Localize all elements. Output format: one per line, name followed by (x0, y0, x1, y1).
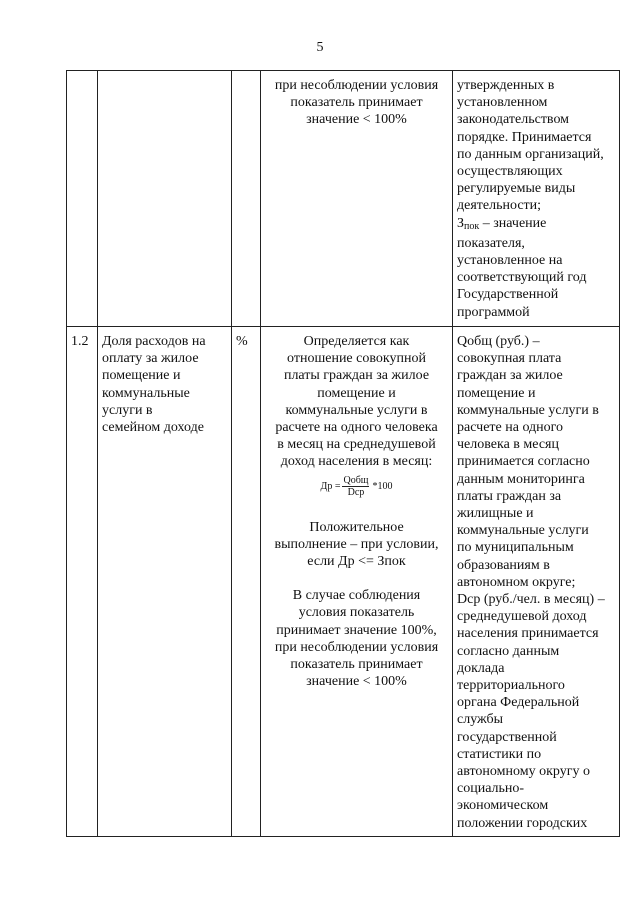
source-text-line: согласно данным (457, 643, 560, 659)
source-text-line: социально- (457, 781, 525, 797)
source-text-line: расчете на одного (457, 420, 564, 436)
source-text-line: деятельности; (457, 198, 542, 214)
method-text-line: помещение и (317, 385, 396, 401)
source-text-line: автономном округе; (457, 574, 576, 590)
source-text-line: установленное на (457, 253, 563, 269)
method-text-line: отношение совокупной (287, 351, 426, 367)
source-text-line: службы (457, 712, 504, 728)
unit-cell: % (232, 327, 261, 837)
zpok-subscript: пок (464, 220, 480, 232)
source-text-line: доклада (457, 660, 505, 676)
method-text-line: принимает значение 100%, (276, 622, 437, 638)
source-text-line: соответствующий год (457, 270, 587, 286)
source-text-line: коммунальные услуги в (457, 402, 599, 418)
method-text-line: условия показатель (298, 605, 415, 621)
name-text-line: оплату за жилое (102, 351, 199, 367)
formula-rhs: *100 (372, 480, 393, 492)
source-text-line: автономному округу о (457, 764, 590, 780)
method-text-line: показатель принимает (290, 657, 423, 673)
unit-cell (232, 71, 261, 327)
name-text-line: услуги в (102, 402, 153, 418)
method-text-line: Определяется как (303, 334, 410, 349)
source-text-line: образованиям в (457, 557, 550, 573)
source-text-line: Qобщ (руб.) – (457, 334, 540, 349)
method-text-line: показатель принимает (290, 95, 423, 111)
method-cell (261, 327, 453, 837)
method-cell (261, 71, 453, 327)
source-text-line: статистики по (457, 746, 542, 762)
name-text-line: семейном доходе (102, 420, 204, 436)
indicator-name-cell (98, 327, 232, 837)
method-text-line: Положительное (309, 519, 404, 535)
source-text-line: коммунальные услуги (457, 523, 589, 539)
formula-fraction (342, 475, 369, 498)
table-row (67, 71, 620, 327)
method-text-line: платы граждан за жилое (283, 368, 430, 384)
name-text-line: Доля расходов на (102, 334, 206, 349)
source-text-line: данным мониторинга (457, 471, 585, 487)
source-text-line: государственной (457, 729, 557, 745)
source-text-line: граждан за жилое (457, 368, 563, 384)
source-text-line: Государственной (457, 287, 559, 303)
source-text-line: установленном (457, 95, 548, 111)
source-text-line: помещение и (457, 385, 536, 401)
zpok-definition (457, 215, 615, 235)
source-text-line: законодательством (457, 112, 570, 128)
source-text-line: регулируемые виды (457, 181, 576, 197)
page-number: 5 (316, 40, 324, 55)
method-text-line: В случае соблюдения (292, 588, 421, 604)
source-text-line: по данным организаций, (457, 146, 604, 162)
source-text-line: человека в месяц (457, 437, 559, 453)
method-text-line: при несоблюдении условия (274, 78, 439, 93)
name-text-line: коммунальные (102, 385, 190, 401)
source-text-line: населения принимается (457, 626, 599, 642)
method-text-line: значение < 100% (306, 112, 407, 128)
method-text-line: в месяц на среднедушевой (277, 437, 436, 453)
method-text-line: выполнение – при условии, (274, 536, 439, 552)
zpok-rest: – значение (479, 215, 547, 231)
indicators-table (66, 70, 620, 837)
method-text-line: если Др <= Зпок (307, 554, 406, 570)
source-text-line: принимается согласно (457, 454, 590, 470)
source-cell (453, 327, 620, 837)
table-row (67, 327, 620, 837)
row-number-cell: 1.2 (67, 327, 98, 837)
formula-numerator: Qобщ (343, 474, 369, 486)
source-text-line: платы граждан за (457, 488, 562, 504)
source-text-line: среднедушевой доход (457, 609, 587, 625)
source-cell (453, 71, 620, 327)
name-text-line: помещение и (102, 368, 181, 384)
indicator-name-cell (98, 71, 232, 327)
source-text-line: положении городских (457, 815, 588, 831)
method-text-line: доход населения в месяц: (280, 454, 433, 470)
zpok-symbol: З (457, 215, 465, 231)
formula-denominator: Dср (347, 486, 365, 498)
source-text-line: жилищные и (457, 506, 534, 522)
source-text-line: территориального (457, 678, 565, 694)
source-text-line: совокупная плата (457, 351, 562, 367)
source-text-line: программой (457, 304, 530, 320)
source-text-line: Dср (руб./чел. в месяц) – (457, 592, 605, 608)
source-text-line: органа Федеральной (457, 695, 580, 711)
formula-lhs: Др = (320, 480, 341, 492)
source-text-line: экономическом (457, 798, 549, 814)
source-text-line: показателя, (457, 235, 525, 251)
method-text-line: расчете на одного человека (275, 420, 438, 436)
source-text-line: по муниципальным (457, 540, 574, 556)
method-text-line: значение < 100% (306, 674, 407, 690)
formula (265, 475, 448, 498)
source-text-line: утвержденных в (457, 78, 555, 93)
source-text-line: осуществляющих (457, 164, 563, 180)
row-number-cell (67, 71, 98, 327)
method-text-line: при несоблюдении условия (274, 639, 439, 655)
source-text-line: порядке. Принимается (457, 129, 592, 145)
method-text-line: коммунальные услуги в (285, 402, 428, 418)
